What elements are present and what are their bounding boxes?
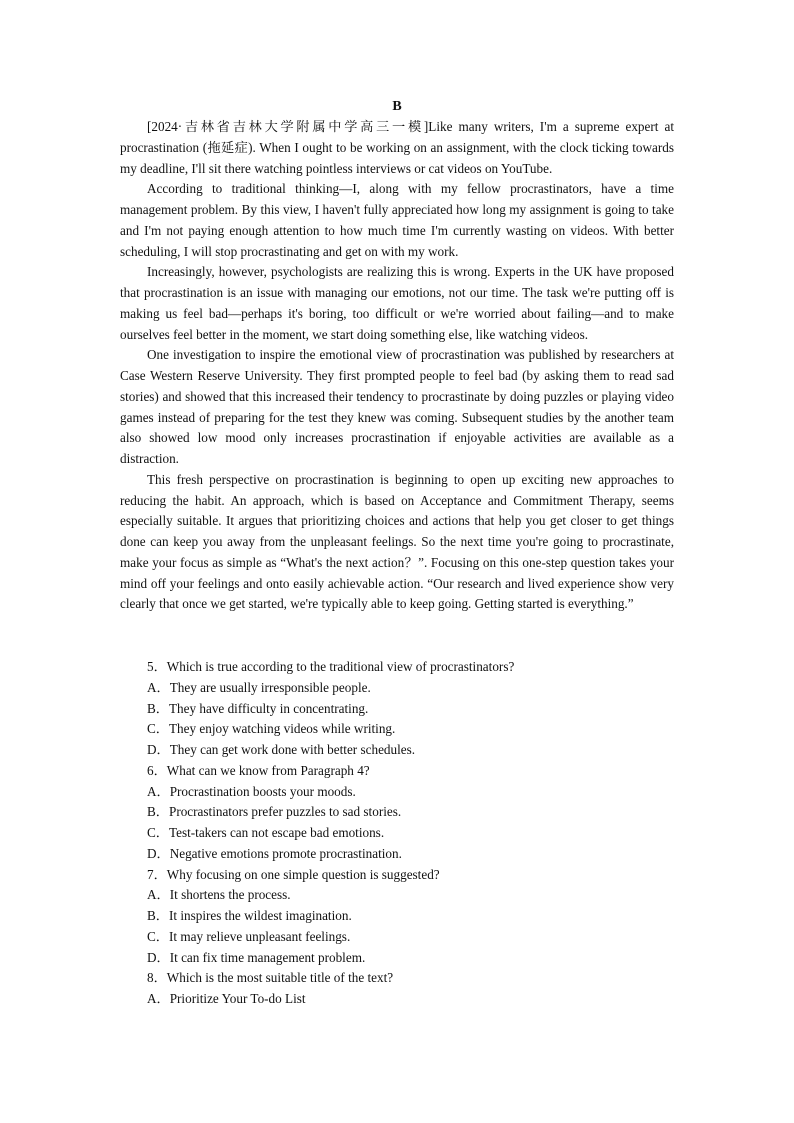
question-6 [147,761,674,865]
answer-option: D．It can fix time management problem. [147,949,366,965]
passage-paragraph-1: [2024·吉林省吉林大学附属中学高三一模]Like many writers, I'm a supreme expert at procrastination (拖延症). When I ought to be working on an assignment, with the clock ticking towards my deadline, I'll sit there watching pointless interviews or cat videos on YouTube. [120,119,674,176]
passage-paragraph-4: One investigation to inspire the emotional view of procrastination was published by researchers at Case Western Reserve University. They first prompted people to feel bad (by asking them to read sad stories) and showed that this increased their tendency to procrastinate by doing puzzles or playing video games instead of preparing for the test they knew was coming. Subsequent studies by the another team also showed low mood only increases procrastination if enjoyable activities are available as a distraction. [120,347,674,466]
answer-option: A．It shortens the process. [147,887,291,903]
answer-option: B．It inspires the wildest imagination. [147,908,352,923]
question-stem: 8．Which is the most suitable title of the text? [147,970,394,986]
answer-option: A．Prioritize Your To-do List [147,991,306,1006]
question-8 [147,968,674,1010]
reading-passage [120,117,674,615]
answer-option: B．Procrastinators prefer puzzles to sad stories. [147,804,402,820]
question-stem: 5．Which is true according to the traditional view of procrastinators? [147,659,515,674]
answer-option: C．It may relieve unpleasant feelings. [147,928,351,944]
answer-option: D．Negative emotions promote procrastination. [147,845,402,861]
answer-option: D．They can get work done with better schedules. [147,742,416,757]
passage-paragraph-2: According to traditional thinking—I, along with my fellow procrastinators, have a time management problem. By this view, I haven't fully appreciated how long my assignment is going to take and I'm not paying enough attention to how much time I'm currently wasting on videos. With better scheduling, I will stop procrastinating and get on with my work. [120,181,674,259]
section-heading: B [392,99,402,114]
answer-option: A．They are usually irresponsible people. [147,679,371,695]
answer-option: C．Test-takers can not escape bad emotions. [147,825,385,840]
question-7 [147,865,674,969]
passage-paragraph-5: This fresh perspective on procrastination is beginning to open up exciting new approaches to reducing the habit. An approach, which is based on Acceptance and Commitment Therapy, seems especially suitable. It argues that prioritizing choices and actions that help you get closer to get things done can keep you away from the unpleasant feelings. So the next time you're going to procrastinate, make your focus as simple as “What's the next action？”. Focusing on this one-step question takes your mind off your feelings and onto easily achievable action. “Our research and lived experience show very clearly that once we get started, we're typically able to keep going. Getting started is everything.” [120,471,674,612]
answer-option: B．They have difficulty in concentrating. [147,700,369,716]
passage-paragraph-3: Increasingly, however, psychologists are realizing this is wrong. Experts in the UK have proposed that procrastination is an issue with managing our emotions, not our time. The task we're putting off is making us feel bad—perhaps it's boring, too difficult or we're worried about failing—and to make ourselves feel better in the moment, we start doing something else, like watching videos. [120,264,674,342]
question-stem: 6．What can we know from Paragraph 4? [147,762,370,778]
answer-option: C．They enjoy watching videos while writing. [147,721,396,737]
question-list [147,657,674,1010]
question-5 [147,657,674,761]
question-stem: 7．Why focusing on one simple question is suggested? [147,866,440,882]
answer-option: A．Procrastination boosts your moods. [147,783,356,799]
